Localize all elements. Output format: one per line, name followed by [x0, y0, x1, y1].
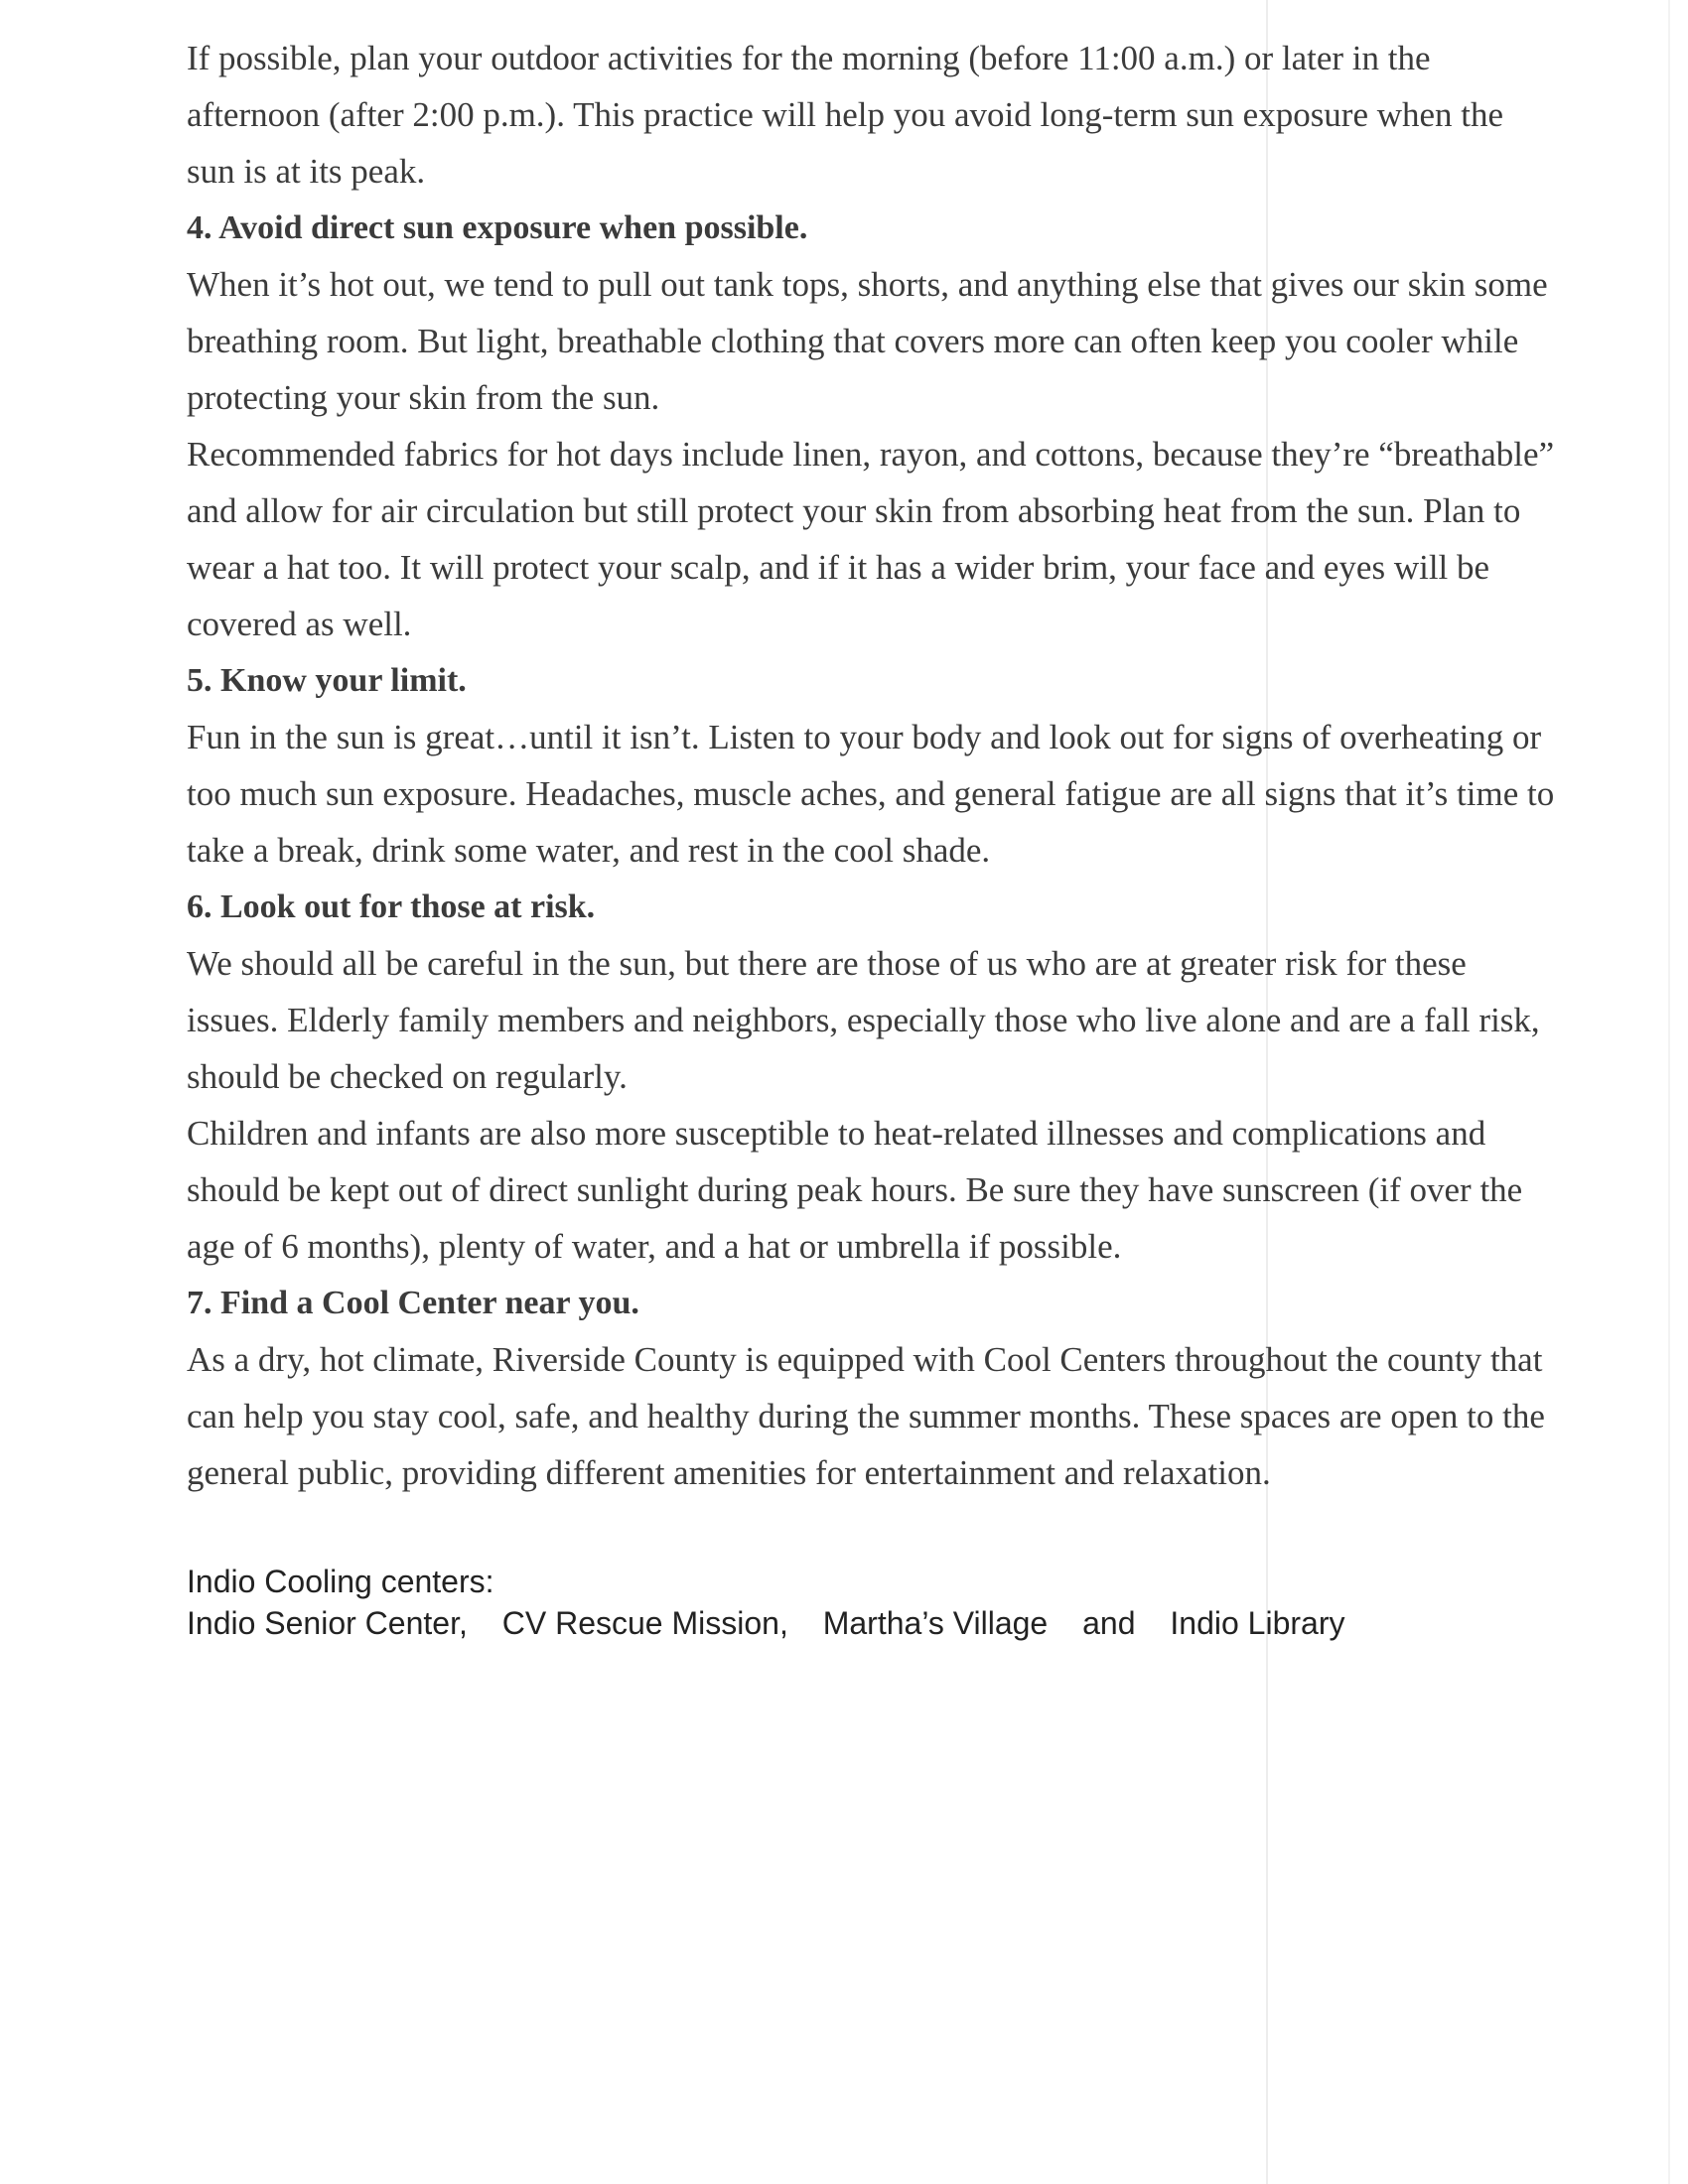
- intro-paragraph: If possible, plan your outdoor activities for the morning (before 11:00 a.m.) or later in the afternoon (after 2:00 p.m.). This practice will help you avoid long-term sun exposure when the sun is at its peak.: [187, 39, 1504, 191]
- section-paragraph: As a dry, hot climate, Riverside County is equipped with Cool Centers throughout the county that can help you stay cool, safe, and healthy during the summer months. These spaces are open to the general public, providing different amenities for entertainment and relaxation.: [187, 1340, 1545, 1492]
- cooling-center-item: Indio Library: [1170, 1605, 1345, 1641]
- section-know-limit: [187, 652, 1557, 879]
- section-at-risk: [187, 879, 1557, 1275]
- section-heading: 4. Avoid direct sun exposure when possible.: [187, 209, 808, 246]
- section-heading: 6. Look out for those at risk.: [187, 888, 596, 925]
- section-paragraph: When it’s hot out, we tend to pull out tank tops, shorts, and anything else that gives our skin some breathing room. But light, breathable clothing that covers more can often keep you cooler while protecting your skin from the sun.: [187, 265, 1548, 417]
- section-cool-center: [187, 1275, 1557, 1501]
- section-paragraph: Children and infants are also more susceptible to heat-related illnesses and complications and should be kept out of direct sunlight during peak hours. Be sure they have sunscreen (if over the age of 6 months), plenty of water, and a hat or umbrella if possible.: [187, 1114, 1523, 1266]
- cooling-center-item: CV Rescue Mission,: [501, 1605, 788, 1641]
- cooling-center-item: Indio Senior Center,: [187, 1605, 468, 1641]
- scan-edge-line: [1668, 0, 1670, 2184]
- section-paragraph: Recommended fabrics for hot days include linen, rayon, and cottons, because they’re “breathable” and allow for air circulation but still protect your skin from absorbing heat from the sun. Plan to wear a hat too. It will protect your scalp, and if it has a wider brim, your face and eyes will be covered as well.: [187, 435, 1555, 643]
- section-heading: 5. Know your limit.: [187, 662, 467, 699]
- cooling-center-item: Martha’s Village: [822, 1605, 1049, 1641]
- cooling-centers-list: [187, 1602, 1557, 1644]
- cooling-centers: [187, 1561, 1557, 1644]
- cooling-centers-title: Indio Cooling centers:: [187, 1564, 494, 1599]
- section-paragraph: Fun in the sun is great…until it isn’t. Listen to your body and look out for signs of overheating or too much sun exposure. Headaches, muscle aches, and general fatigue are all signs that it’s time to take a break, drink some water, and rest in the cool shade.: [187, 718, 1555, 870]
- cooling-center-conjunction: and: [1082, 1605, 1136, 1641]
- section-heading: 7. Find a Cool Center near you.: [187, 1285, 639, 1321]
- document-page: [187, 30, 1557, 1644]
- section-avoid-sun: [187, 200, 1557, 652]
- section-paragraph: We should all be careful in the sun, but there are those of us who are at greater risk for these issues. Elderly family members and neighbors, especially those who live alone and are a fall risk, should be checked on regularly.: [187, 944, 1540, 1096]
